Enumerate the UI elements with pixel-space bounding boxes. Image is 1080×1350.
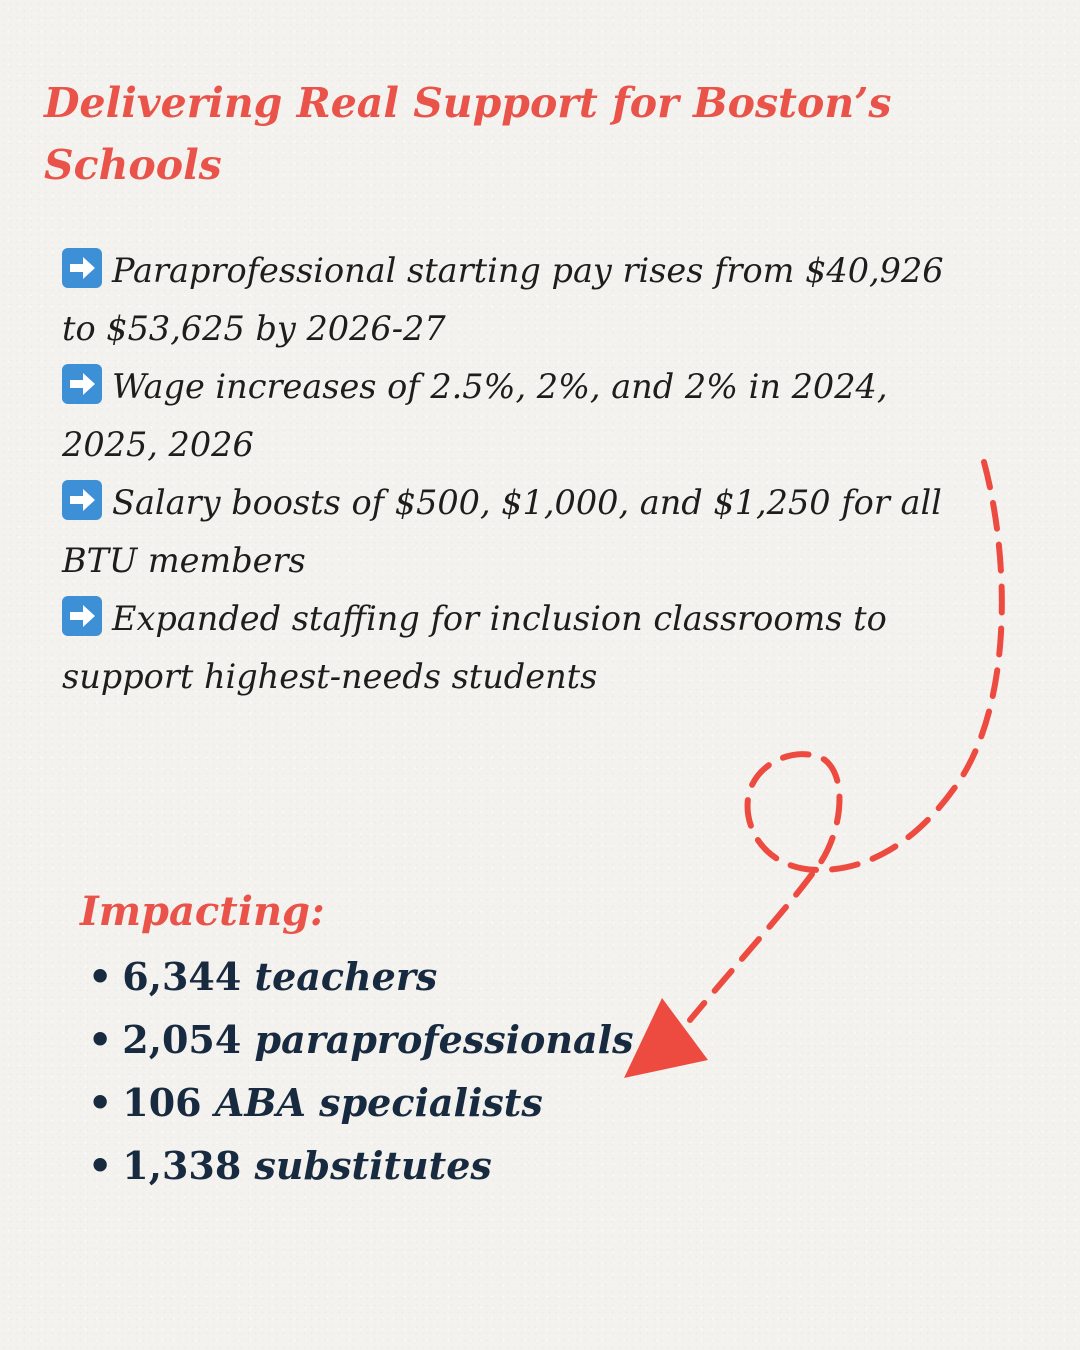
page-title: Delivering Real Support for Boston’s Schools xyxy=(44,79,892,189)
benefit-text: Expanded staffing for inclusion classrooms to support highest-needs students xyxy=(62,599,887,696)
impact-label: substitutes xyxy=(254,1143,492,1188)
benefit-text: Paraprofessional starting pay rises from $40,926 to $53,625 by 2026-27 xyxy=(62,251,944,348)
impact-item xyxy=(88,945,633,1008)
impact-number: 6,344 xyxy=(122,954,242,999)
benefit-text: Salary boosts of $500, $1,000, and $1,250 for all BTU members xyxy=(62,483,942,580)
impact-heading: Impacting: xyxy=(80,888,325,935)
benefit-text: Wage increases of 2.5%, 2%, and 2% in 2024, 2025, 2026 xyxy=(62,367,888,464)
impact-number: 1,338 xyxy=(122,1143,242,1188)
impact-label: teachers xyxy=(254,954,438,999)
impact-item xyxy=(88,1134,633,1197)
bullet: • xyxy=(88,1143,113,1188)
impact-number: 106 xyxy=(122,1080,202,1125)
impact-label: ABA specialists xyxy=(214,1080,543,1125)
impact-item xyxy=(88,1071,633,1134)
bullet: • xyxy=(88,1017,113,1062)
bullet: • xyxy=(88,954,113,999)
impact-item xyxy=(88,1008,633,1071)
impact-label: paraprofessionals xyxy=(254,1017,634,1062)
impact-number: 2,054 xyxy=(122,1017,242,1062)
impact-list xyxy=(88,945,633,1197)
bullet: • xyxy=(88,1080,113,1125)
